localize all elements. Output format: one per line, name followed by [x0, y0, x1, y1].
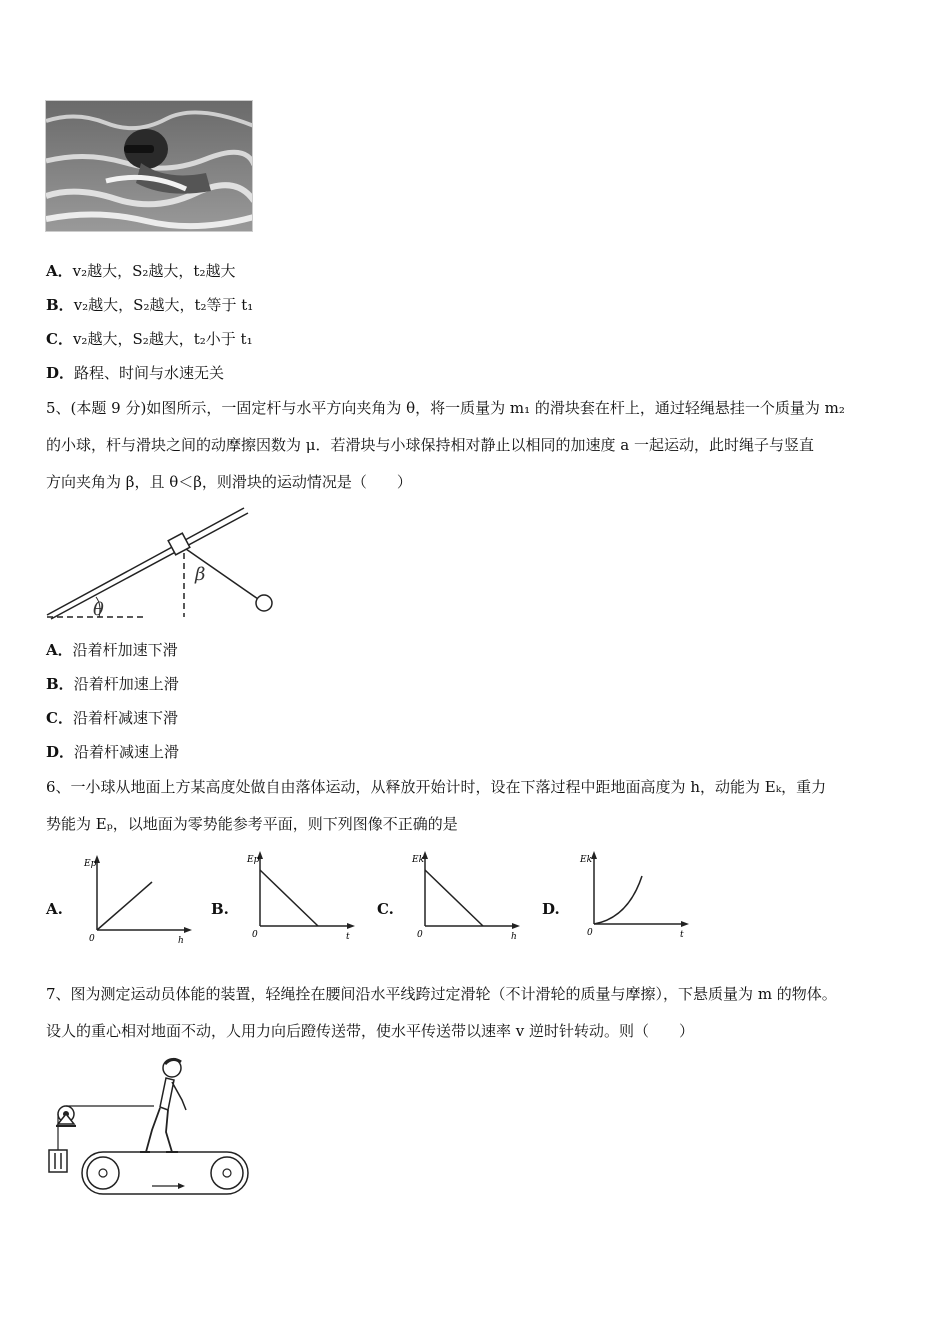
q6-graph-a-origin: 0 [89, 934, 95, 944]
q5-text-line2: 的小球，杆与滑块之间的动摩擦因数为 μ．若滑块与小球保持相对静止以相同的加速度 a 一起运动，此时绳子与竖直 [46, 436, 815, 454]
q6-graph-b [246, 848, 361, 943]
q5-option-b: B．沿着杆加速上滑 [46, 675, 179, 693]
theta-label: θ [93, 599, 104, 620]
q6-graph-c [411, 848, 526, 943]
q7-text-line2: 设人的重心相对地面不动，人用力向后蹬传送带，使水平传送带以速率 v 逆时针转动。则（ ） [46, 1022, 695, 1040]
q6-graph-d-origin: 0 [587, 928, 593, 938]
q6-graph-c-origin: 0 [417, 930, 423, 940]
q4-option-c: C．v₂越大，S₂越大，t₂小于 t₁ [46, 330, 253, 348]
q4-option-a: A．v₂越大，S₂越大，t₂越大 [46, 262, 236, 280]
q5-rod-diagram [44, 505, 284, 625]
q6-graph-d-ylabel: Ek [580, 855, 593, 865]
q4-option-b: B．v₂越大，S₂越大，t₂等于 t₁ [46, 296, 254, 314]
q6-graph-a-ylabel: Ep [84, 859, 97, 869]
q5-option-c: C．沿着杆减速下滑 [46, 709, 178, 727]
q6-graph-b-origin: 0 [252, 930, 258, 940]
q4-option-d: D．路程、时间与水速无关 [46, 364, 225, 382]
q5-text-line1: 5、(本题 9 分)如图所示，一固定杆与水平方向夹角为 θ，将一质量为 m₁ 的滑块套在杆上，通过轻绳悬挂一个质量为 m₂ [46, 399, 845, 417]
q6-text-line1: 6、一小球从地面上方某高度处做自由落体运动，从释放开始计时，设在下落过程中距地面高度为 h，动能为 Eₖ，重力 [46, 778, 827, 796]
beta-label: β [195, 564, 206, 585]
q6-graph-d [578, 848, 693, 943]
q7-text-line1: 7、图为测定运动员体能的装置，轻绳拴在腰间沿水平线跨过定滑轮（不计滑轮的质量与摩擦），下悬质量为 m 的物体。 [46, 985, 837, 1003]
q6-graph-a [82, 852, 197, 947]
q6-graph-c-xlabel: h [511, 932, 517, 942]
q6-graph-c-letter: C. [377, 900, 394, 918]
q6-graph-d-xlabel: t [680, 930, 684, 940]
q5-text-line3: 方向夹角为 β，且 θ＜β，则滑块的运动情况是（ ） [46, 473, 412, 491]
q6-graph-b-letter: B. [211, 900, 229, 918]
q6-graph-a-xlabel: h [178, 936, 184, 946]
q6-graph-b-xlabel: t [346, 932, 350, 942]
q6-graph-a-letter: A. [46, 900, 63, 918]
q5-option-d: D．沿着杆减速上滑 [46, 743, 180, 761]
q7-treadmill-diagram [44, 1052, 254, 1202]
q5-option-a: A．沿着杆加速下滑 [46, 641, 178, 659]
q6-text-line2: 势能为 Eₚ，以地面为零势能参考平面，则下列图像不正确的是 [46, 815, 458, 833]
q6-graph-d-letter: D. [542, 900, 560, 918]
q6-graph-b-ylabel: Ep [247, 855, 260, 865]
swimmer-photo [45, 100, 253, 232]
q6-graph-c-ylabel: Ek [412, 855, 425, 865]
